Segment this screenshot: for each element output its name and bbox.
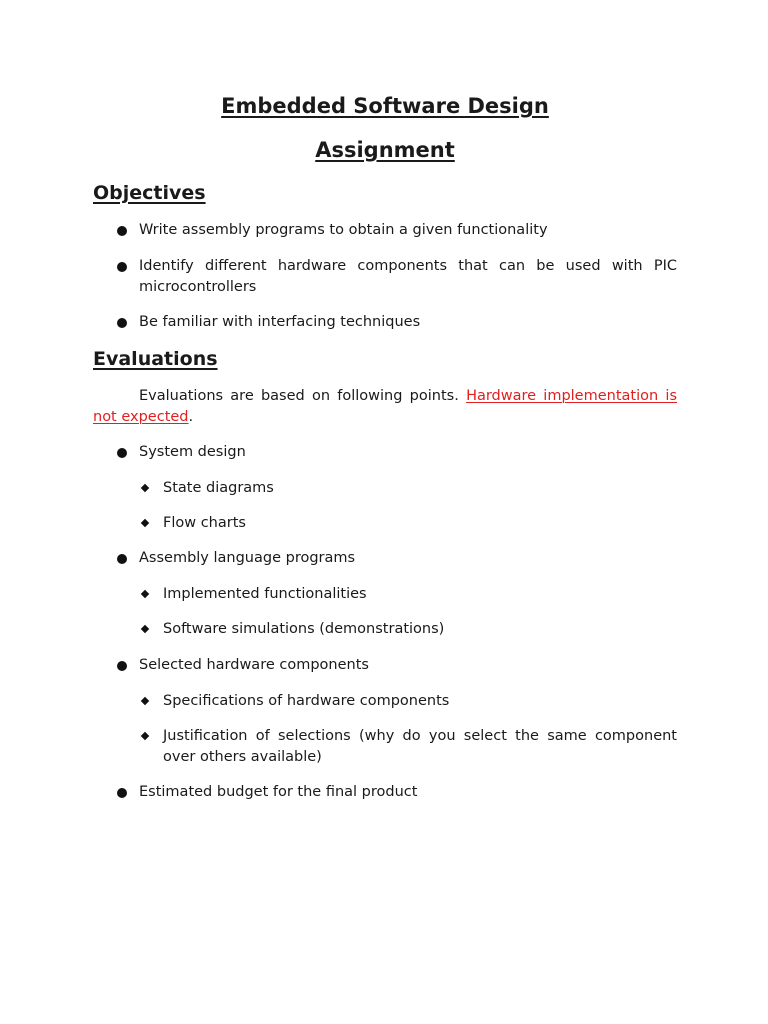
objective-text: Identify different hardware components that can be used with PIC microcontrollers (139, 258, 677, 295)
bullet-dot-icon (117, 448, 127, 458)
evaluation-subitem (163, 478, 677, 499)
bullet-diamond-icon (141, 484, 149, 492)
bullet-dot-icon (117, 661, 127, 671)
evaluation-subitem-text: Implemented functionalities (163, 586, 367, 602)
evaluation-subitem-text: Justification of selections (why do you select the same component over others available) (163, 728, 677, 765)
bullet-diamond-icon (141, 732, 149, 740)
evaluation-item (139, 782, 677, 803)
bullet-dot-icon (117, 788, 127, 798)
evaluation-subitem-text: Specifications of hardware components (163, 693, 450, 709)
evaluation-subitem-text: State diagrams (163, 480, 274, 496)
bullet-diamond-icon (141, 590, 149, 598)
evaluation-item-label: Estimated budget for the final product (139, 784, 418, 800)
objective-text: Be familiar with interfacing techniques (139, 314, 421, 330)
document-subtitle: Assignment (315, 138, 455, 162)
bullet-diamond-icon (141, 519, 149, 527)
evaluations-intro-text: Evaluations are based on following points. (139, 388, 467, 404)
objective-text: Write assembly programs to obtain a given functionality (139, 222, 548, 238)
evaluation-item (139, 548, 677, 569)
bullet-diamond-icon (141, 625, 149, 633)
bullet-dot-icon (117, 262, 127, 272)
evaluation-item-label: System design (139, 444, 246, 460)
bullet-diamond-icon (141, 697, 149, 705)
evaluation-subitem (163, 584, 677, 605)
evaluation-subitem (163, 513, 677, 534)
evaluations-intro-highlight: Hardware implementation is not expected (93, 388, 678, 425)
evaluation-subitem-text: Flow charts (163, 515, 246, 531)
bullet-dot-icon (117, 318, 127, 328)
objectives-heading: Objectives (93, 182, 206, 204)
evaluation-item-label: Assembly language programs (139, 550, 356, 566)
evaluations-intro-end: . (188, 408, 194, 425)
evaluation-item (139, 442, 677, 463)
evaluations-intro (93, 386, 677, 427)
objective-item (139, 256, 677, 297)
bullet-dot-icon (117, 226, 127, 236)
evaluation-subitem (163, 619, 677, 640)
evaluation-subitem-text: Software simulations (demonstrations) (163, 621, 445, 637)
objective-item (139, 220, 677, 241)
evaluation-item (139, 655, 677, 676)
bullet-dot-icon (117, 554, 127, 564)
objective-item (139, 312, 677, 333)
document-title: Embedded Software Design (221, 94, 549, 118)
evaluation-subitem (163, 726, 677, 767)
evaluation-subitem (163, 691, 677, 712)
evaluations-heading: Evaluations (93, 348, 218, 370)
evaluation-item-label: Selected hardware components (139, 657, 369, 673)
